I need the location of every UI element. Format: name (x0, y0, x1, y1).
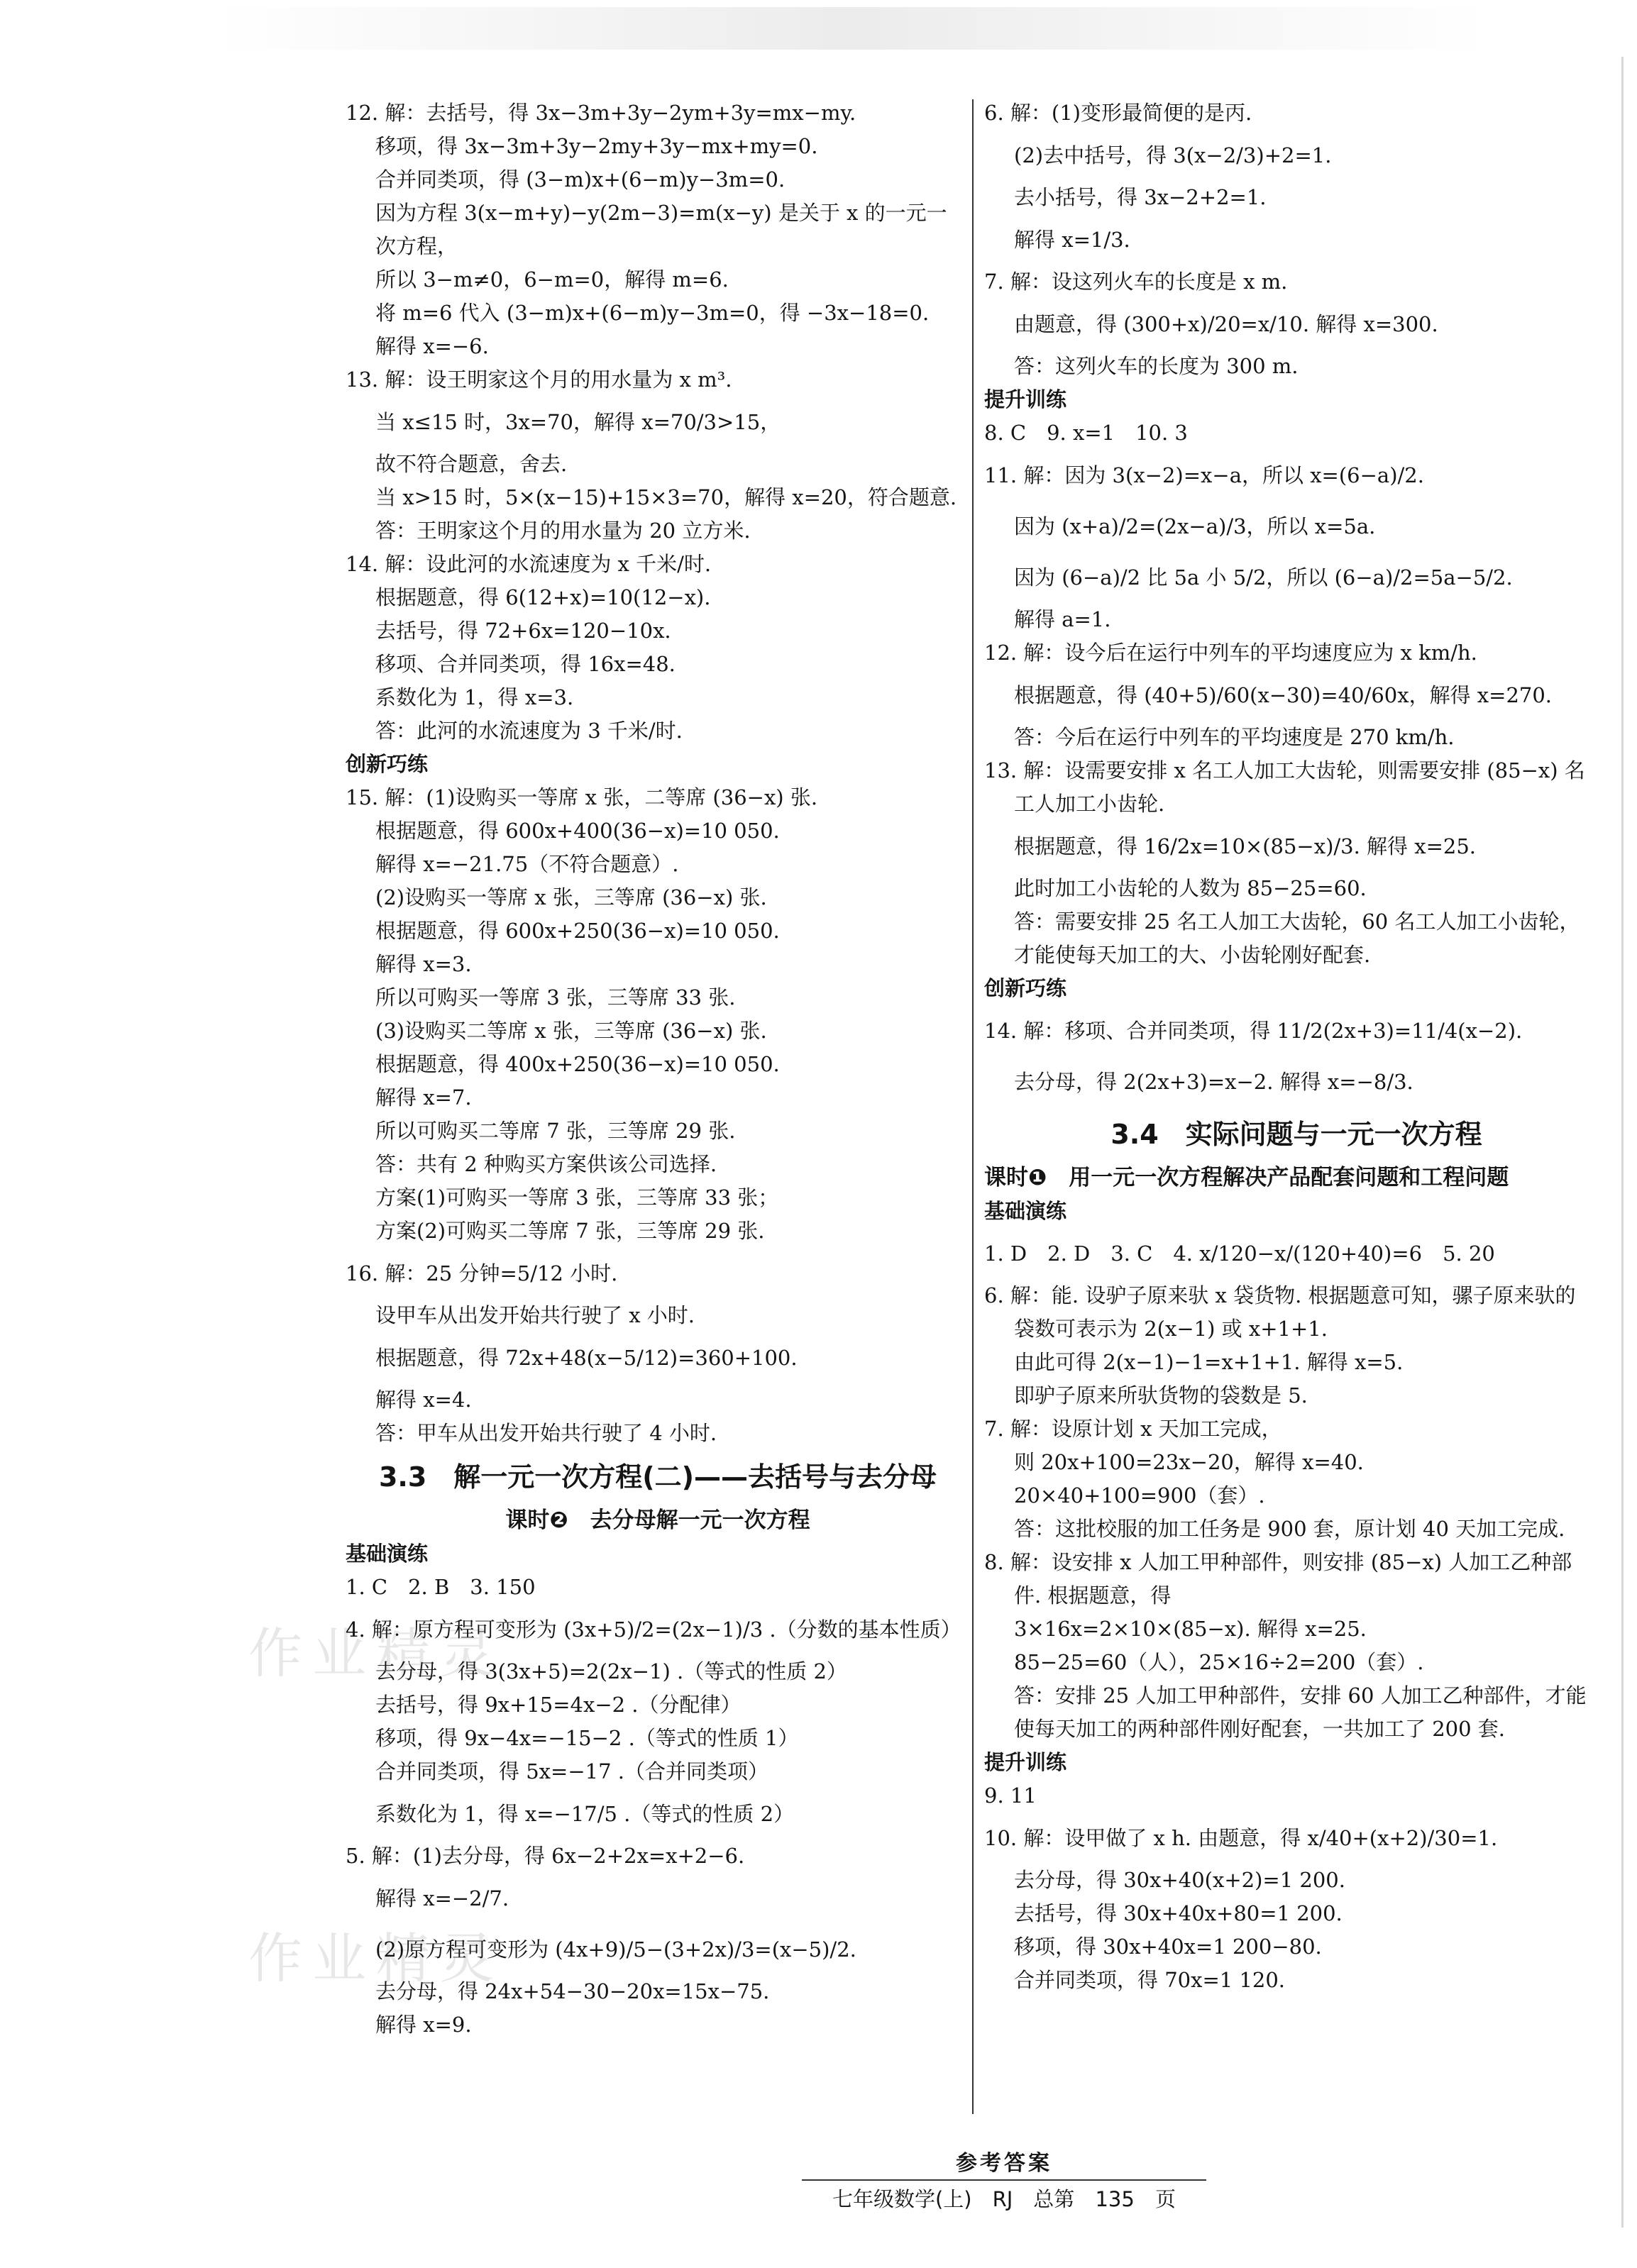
answer-line: 才能使每天加工的大、小齿轮刚好配套. (1014, 943, 1371, 967)
answer-line: 根据题意，得 600x+250(36−x)=10 050. (375, 919, 780, 943)
answer-line: 根据题意，得 72x+48(x−5/12)=360+100. (375, 1346, 798, 1370)
right-column (984, 96, 1609, 1997)
answer-line: 解得 x=−2/7. (375, 1886, 509, 1910)
answer-line: 由此可得 2(x−1)−1=x+1+1. 解得 x=5. (1014, 1350, 1404, 1374)
answer-line: 答：王明家这个月的用水量为 20 立方米. (375, 519, 751, 543)
answer-line: 8. C 9. x=1 10. 3 (984, 421, 1188, 445)
answer-line: (2)去中括号，得 3(x−2/3)+2=1. (1014, 143, 1332, 167)
answer-line: 因为 (6−a)/2 比 5a 小 5/2，所以 (6−a)/2=5a−5/2. (1014, 565, 1513, 590)
answer-line: 20×40+100=900（套）. (1014, 1483, 1265, 1508)
section-heading: 创新巧练 (984, 976, 1067, 1000)
answer-line: 7. 解：设这列火车的长度是 x m. (984, 270, 1288, 294)
answer-line: 解得 x=1/3. (1014, 228, 1130, 252)
answer-line: 解得 x=3. (375, 952, 472, 976)
answer-line: 因为方程 3(x−m+y)−y(2m−3)=m(x−y) 是关于 x 的一元一 (375, 201, 947, 225)
answer-line: 1. D 2. D 3. C 4. x/120−x/(120+40)=6 5. 20 (984, 1241, 1495, 1266)
answer-line: 移项，得 9x−4x=−15−2 .（等式的性质 1） (375, 1726, 799, 1750)
answer-line: 解得 x=−6. (375, 334, 489, 358)
answer-line: 16. 解：25 分钟=5/12 小时. (346, 1261, 618, 1285)
answer-line: 系数化为 1，得 x=−17/5 .（等式的性质 2） (375, 1802, 795, 1826)
answer-line: 7. 解：设原计划 x 天加工完成， (984, 1417, 1282, 1441)
lesson-title: 课时❶ 用一元一次方程解决产品配套问题和工程问题 (984, 1165, 1509, 1190)
answer-line: 次方程， (375, 234, 458, 258)
answer-line: 9. 11 (984, 1783, 1037, 1808)
answer-line: 所以可购买一等席 3 张，三等席 33 张. (375, 985, 736, 1009)
answer-line: 即驴子原来所驮货物的袋数是 5. (1014, 1383, 1308, 1407)
answer-line: 当 x>15 时，5×(x−15)+15×3=70，解得 x=20，符合题意. (375, 485, 957, 509)
answer-line: 移项、合并同类项，得 16x=48. (375, 652, 676, 676)
answer-line: 答：此河的水流速度为 3 千米/时. (375, 719, 683, 743)
answer-line: 故不符合题意，舍去. (375, 452, 568, 476)
answer-line: 答：今后在运行中列车的平均速度是 270 km/h. (1014, 725, 1455, 749)
answer-line: 因为 (x+a)/2=(2x−a)/3，所以 x=5a. (1014, 514, 1376, 538)
section-heading: 基础演练 (346, 1542, 429, 1566)
answer-line: 所以可购买二等席 7 张，三等席 29 张. (375, 1119, 736, 1143)
answer-line: 14. 解：设此河的水流速度为 x 千米/时. (346, 552, 712, 576)
answer-line: 13. 解：设王明家这个月的用水量为 x m³. (346, 367, 732, 392)
watermark: 作业精灵 (248, 1622, 504, 1685)
answer-line: 件. 根据题意，得 (1014, 1583, 1172, 1608)
answer-line: 8. 解：设安排 x 人加工甲种部件，则安排 (85−x) 人加工乙种部 (984, 1550, 1572, 1574)
answer-line: 6. 解：能. 设驴子原来驮 x 袋货物. 根据题意可知，骡子原来驮的 (984, 1283, 1576, 1307)
answer-line: 去括号，得 72+6x=120−10x. (375, 619, 671, 643)
left-column (346, 96, 970, 2042)
footer-page-info: 七年级数学(上) RJ 总第 135 页 (832, 2187, 1176, 2211)
answer-line: 答：需要安排 25 名工人加工大齿轮，60 名工人加工小齿轮， (1014, 909, 1580, 934)
answer-line: 去分母，得 2(2x+3)=x−2. 解得 x=−8/3. (1014, 1070, 1413, 1094)
answer-line: 12. 解：去括号，得 3x−3m+3y−2ym+3y=mx−my. (346, 101, 856, 125)
section-heading: 创新巧练 (346, 752, 429, 776)
answer-line: 3×16x=2×10×(85−x). 解得 x=25. (1014, 1617, 1367, 1641)
answer-line: 将 m=6 代入 (3−m)x+(6−m)y−3m=0，得 −3x−18=0. (375, 301, 930, 325)
watermark: 作业精灵 (248, 1927, 504, 1990)
answer-line: 85−25=60（人），25×16÷2=200（套）. (1014, 1650, 1424, 1674)
answer-line: 解得 x=9. (375, 2013, 472, 2037)
answer-line: (2)原方程可变形为 (4x+9)/5−(3+2x)/3=(x−5)/2. (375, 1937, 856, 1962)
scan-shadow (213, 7, 1490, 50)
chapter-title: 3.4 实际问题与一元一次方程 (1110, 1119, 1482, 1150)
answer-line: 合并同类项，得 70x=1 120. (1014, 1968, 1286, 1992)
chapter-title: 3.3 解一元一次方程(二)——去括号与去分母 (378, 1461, 937, 1493)
lesson-title: 课时❷ 去分母解一元一次方程 (505, 1508, 810, 1533)
answer-line: 当 x≤15 时，3x=70，解得 x=70/3>15， (375, 410, 781, 434)
answer-line: 此时加工小齿轮的人数为 85−25=60. (1014, 876, 1367, 900)
answer-line: 14. 解：移项、合并同类项，得 11/2(2x+3)=11/4(x−2). (984, 1019, 1523, 1043)
answer-line: 答：共有 2 种购买方案供该公司选择. (375, 1152, 717, 1176)
answer-line: 答：甲车从出发开始共行驶了 4 小时. (375, 1421, 717, 1445)
footer-rule (802, 2179, 1206, 2181)
answer-line: 去分母，得 30x+40(x+2)=1 200. (1014, 1868, 1345, 1892)
answer-line: 根据题意，得 6(12+x)=10(12−x). (375, 585, 711, 609)
section-heading: 提升训练 (984, 387, 1067, 411)
answer-line: 根据题意，得 600x+400(36−x)=10 050. (375, 819, 780, 843)
answer-line: 去小括号，得 3x−2+2=1. (1014, 185, 1267, 209)
column-divider (972, 99, 974, 2114)
answer-line: 5. 解：(1)去分母，得 6x−2+2x=x+2−6. (346, 1844, 745, 1868)
answer-line: 解得 x=−21.75（不符合题意）. (375, 852, 679, 876)
answer-line: 方案(1)可购买一等席 3 张，三等席 33 张； (375, 1185, 779, 1210)
answer-line: 袋数可表示为 2(x−1) 或 x+1+1. (1014, 1317, 1328, 1341)
answer-line: 去分母，得 24x+54−30−20x=15x−75. (375, 1979, 770, 2003)
answer-line: 11. 解：因为 3(x−2)=x−a，所以 x=(6−a)/2. (984, 463, 1424, 487)
answer-line: 去分母，得 3(3x+5)=2(2x−1) .（等式的性质 2） (375, 1659, 847, 1683)
answer-line: 解得 x=4. (375, 1388, 472, 1412)
answer-line: 使每天加工的两种部件刚好配套，一共加工了 200 套. (1014, 1717, 1506, 1741)
answer-line: 答：安排 25 人加工甲种部件，安排 60 人加工乙种部件，才能 (1014, 1683, 1587, 1708)
answer-line: 去括号，得 9x+15=4x−2 .（分配律） (375, 1693, 742, 1717)
footer-title: 参考答案 (956, 2151, 1052, 2176)
answer-line: 所以 3−m≠0，6−m=0，解得 m=6. (375, 267, 729, 292)
answer-line: 合并同类项，得 (3−m)x+(6−m)y−3m=0. (375, 167, 786, 192)
answer-line: (3)设购买二等席 x 张，三等席 (36−x) 张. (375, 1019, 767, 1043)
section-heading: 基础演练 (984, 1199, 1067, 1223)
answer-line: 移项，得 3x−3m+3y−2my+3y−mx+my=0. (375, 134, 818, 158)
answer-line: 设甲车从出发开始共行驶了 x 小时. (375, 1303, 695, 1327)
answer-line: 根据题意，得 (40+5)/60(x−30)=40/60x，解得 x=270. (1014, 683, 1553, 707)
answer-line: 6. 解：(1)变形最简便的是丙. (984, 101, 1252, 125)
answer-line: 13. 解：设需要安排 x 名工人加工大齿轮，则需要安排 (85−x) 名 (984, 758, 1585, 782)
page-footer (802, 2145, 1206, 2213)
answer-line: 解得 a=1. (1014, 607, 1111, 631)
answer-line: 根据题意，得 400x+250(36−x)=10 050. (375, 1052, 780, 1076)
answer-line: 10. 解：设甲做了 x h. 由题意，得 x/40+(x+2)/30=1. (984, 1826, 1498, 1850)
answer-line: 答：这批校服的加工任务是 900 套，原计划 40 天加工完成. (1014, 1517, 1565, 1541)
answer-line: 4. 解：原方程可变形为 (3x+5)/2=(2x−1)/3 .（分数的基本性质） (346, 1617, 961, 1642)
answer-line: 系数化为 1，得 x=3. (375, 685, 574, 709)
answer-line: 1. C 2. B 3. 150 (346, 1575, 536, 1599)
answer-line: 移项，得 30x+40x=1 200−80. (1014, 1935, 1322, 1959)
answer-line: 去括号，得 30x+40x+80=1 200. (1014, 1901, 1343, 1925)
answer-line: 工人加工小齿轮. (1014, 792, 1165, 816)
section-heading: 提升训练 (984, 1750, 1067, 1774)
answer-line: 方案(2)可购买二等席 7 张，三等席 29 张. (375, 1219, 765, 1243)
answer-line: (2)设购买一等席 x 张，三等席 (36−x) 张. (375, 885, 767, 909)
answer-line: 根据题意，得 16/2x=10×(85−x)/3. 解得 x=25. (1014, 834, 1477, 858)
answer-line: 由题意，得 (300+x)/20=x/10. 解得 x=300. (1014, 312, 1438, 336)
answer-line: 解得 x=7. (375, 1085, 472, 1110)
answer-line: 15. 解：(1)设购买一等席 x 张，二等席 (36−x) 张. (346, 785, 818, 809)
page-edge (1621, 57, 1624, 2228)
answer-line: 则 20x+100=23x−20，解得 x=40. (1014, 1450, 1364, 1474)
answer-line: 合并同类项，得 5x=−17 .（合并同类项） (375, 1759, 768, 1783)
answer-line: 答：这列火车的长度为 300 m. (1014, 354, 1299, 378)
answer-line: 12. 解：设今后在运行中列车的平均速度应为 x km/h. (984, 641, 1477, 665)
